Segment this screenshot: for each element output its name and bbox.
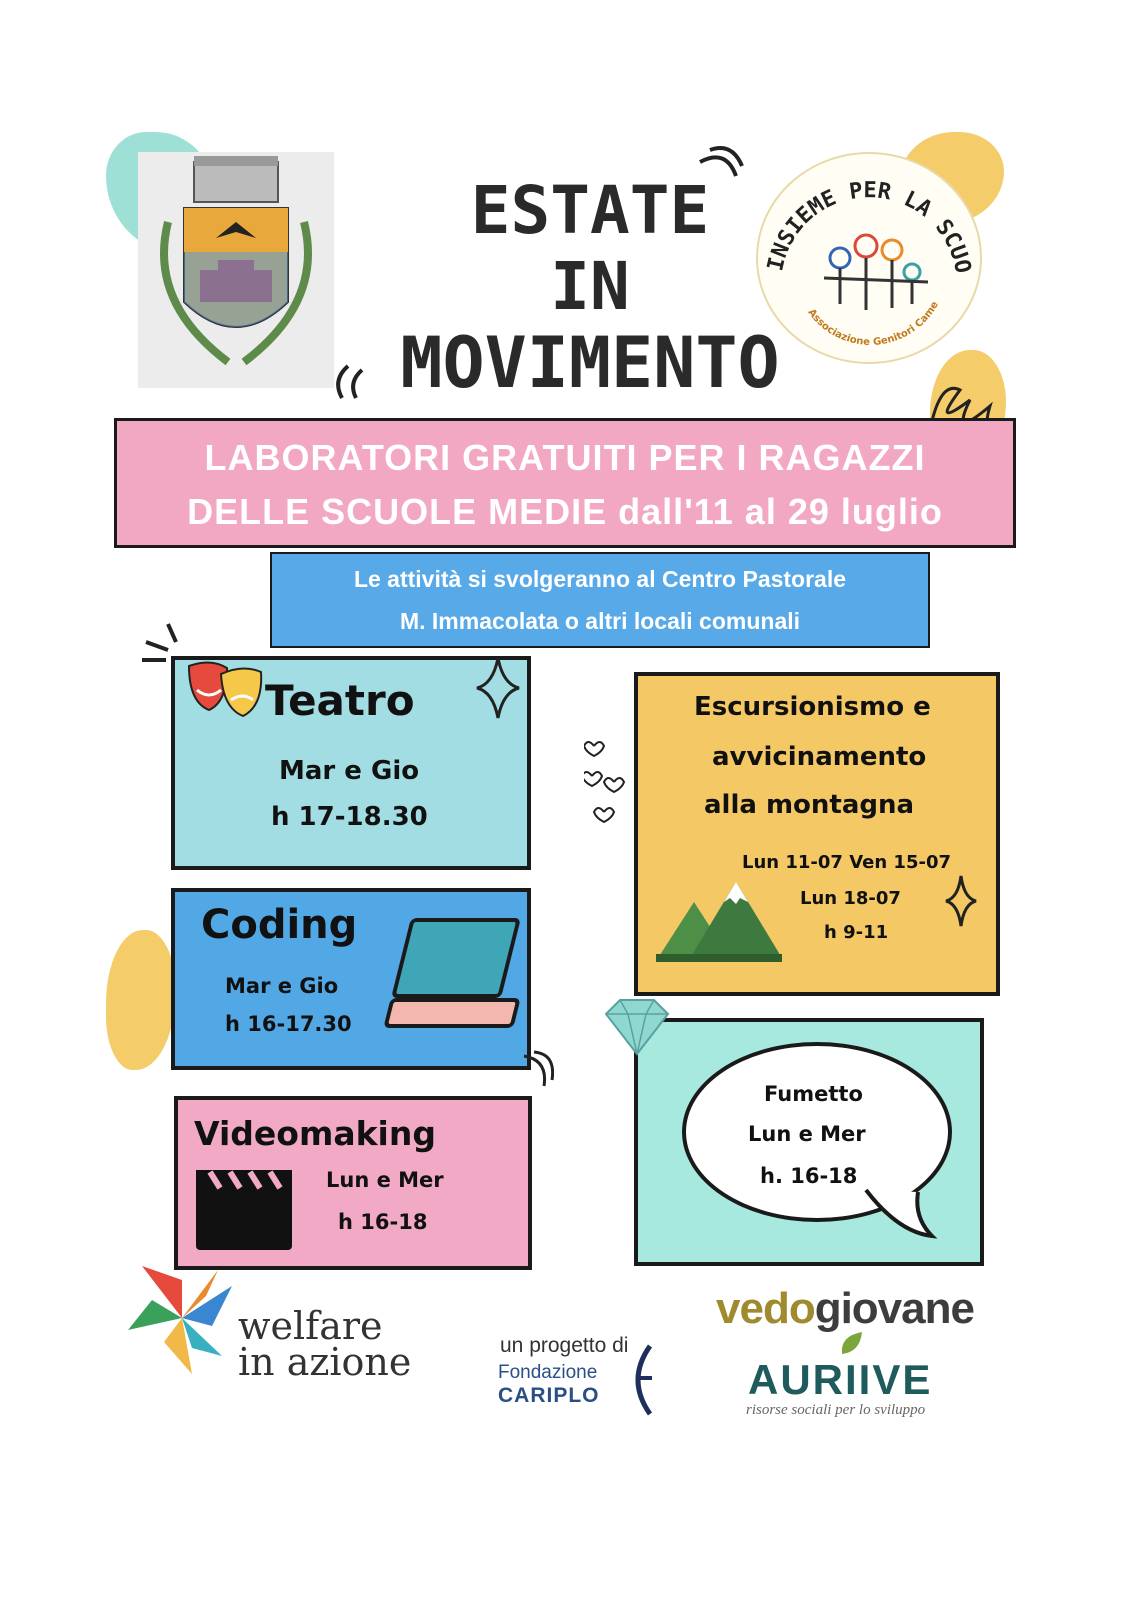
laptop-keyboard-icon <box>383 998 520 1028</box>
activity-card-teatro <box>171 656 531 870</box>
swoosh-decoration <box>520 1050 554 1090</box>
info-line-2: M. Immacolata o altri locali comunali <box>399 608 801 634</box>
school-association-logo <box>756 152 982 364</box>
banner-line-1: LABORATORI GRATUITI PER I RAGAZZI <box>204 437 926 478</box>
escursionismo-dates-2: Lun 18-07 <box>800 888 901 909</box>
activity-card-coding <box>171 888 531 1070</box>
town-crest-logo <box>138 152 334 388</box>
theater-masks-icon <box>181 656 271 726</box>
title-line-1: ESTATE <box>470 172 710 249</box>
leaf-icon <box>838 1330 864 1356</box>
teatro-title: Teatro <box>265 676 415 725</box>
title-line-2: IN <box>550 248 630 325</box>
giovane-text: giovane <box>814 1284 974 1333</box>
escursionismo-title-3: alla montagna <box>704 790 915 820</box>
speech-bubble-tail <box>858 1182 938 1242</box>
banner-line-2: DELLE SCUOLE MEDIE dall'11 al 29 luglio <box>187 491 943 532</box>
coding-hours: h 16-17.30 <box>225 1012 352 1036</box>
fumetto-hours: h. 16-18 <box>760 1164 858 1188</box>
school-logo-text-top: INSIEME PER LA SCUO <box>763 178 976 276</box>
escursionismo-title-1: Escursionismo e <box>694 692 931 722</box>
clapperboard-icon <box>196 1174 292 1250</box>
aurive-logo-text: AURIIVE <box>748 1356 933 1403</box>
welfare-line-2: in azione <box>238 1340 412 1384</box>
decor-blob-yellow <box>106 930 176 1070</box>
fumetto-days: Lun e Mer <box>748 1122 866 1146</box>
cariplo-logo-mark <box>622 1342 654 1418</box>
teatro-days: Mar e Gio <box>279 756 420 786</box>
location-info-box <box>270 552 930 648</box>
sparkle-icon <box>475 656 521 720</box>
welfare-line-1: welfare <box>238 1304 383 1348</box>
videomaking-days: Lun e Mer <box>326 1168 444 1192</box>
escursionismo-title-2: avvicinamento <box>712 742 927 772</box>
escursionismo-hours: h 9-11 <box>824 922 889 943</box>
swoosh-decoration <box>328 362 368 402</box>
pinwheel-logo <box>122 1256 242 1380</box>
activity-card-fumetto <box>634 1018 984 1266</box>
project-by-text: un progetto di <box>500 1334 629 1357</box>
school-logo-text-bottom: Associazione Genitori Came <box>805 299 941 348</box>
welfare-logo-text <box>238 1304 412 1384</box>
vedogiovane-logo <box>716 1284 974 1334</box>
swoosh-decoration <box>696 142 746 192</box>
videomaking-hours: h 16-18 <box>338 1210 428 1234</box>
headline-banner <box>114 418 1016 548</box>
mountain-icon <box>654 872 784 964</box>
coding-days: Mar e Gio <box>225 974 339 998</box>
teatro-hours: h 17-18.30 <box>271 802 428 832</box>
activity-card-escursionismo <box>634 672 1000 996</box>
diamond-icon <box>602 996 672 1058</box>
title-line-3: MOVIMENTO <box>400 322 780 404</box>
videomaking-title: Videomaking <box>194 1114 436 1153</box>
sparkle-icon <box>944 874 978 928</box>
fondazione-text: Fondazione <box>498 1362 598 1383</box>
fumetto-title: Fumetto <box>764 1082 863 1106</box>
coding-title: Coding <box>201 902 358 948</box>
activity-card-videomaking <box>174 1096 532 1270</box>
escursionismo-dates-1: Lun 11-07 Ven 15-07 <box>742 852 952 873</box>
vedo-text: vedo <box>716 1284 815 1333</box>
aurive-tagline: risorse sociali per lo sviluppo <box>746 1402 926 1418</box>
laptop-icon <box>391 918 521 998</box>
cariplo-text: CARIPLO <box>498 1384 600 1407</box>
info-line-1: Le attività si svolgeranno al Centro Pastorale <box>353 566 847 592</box>
